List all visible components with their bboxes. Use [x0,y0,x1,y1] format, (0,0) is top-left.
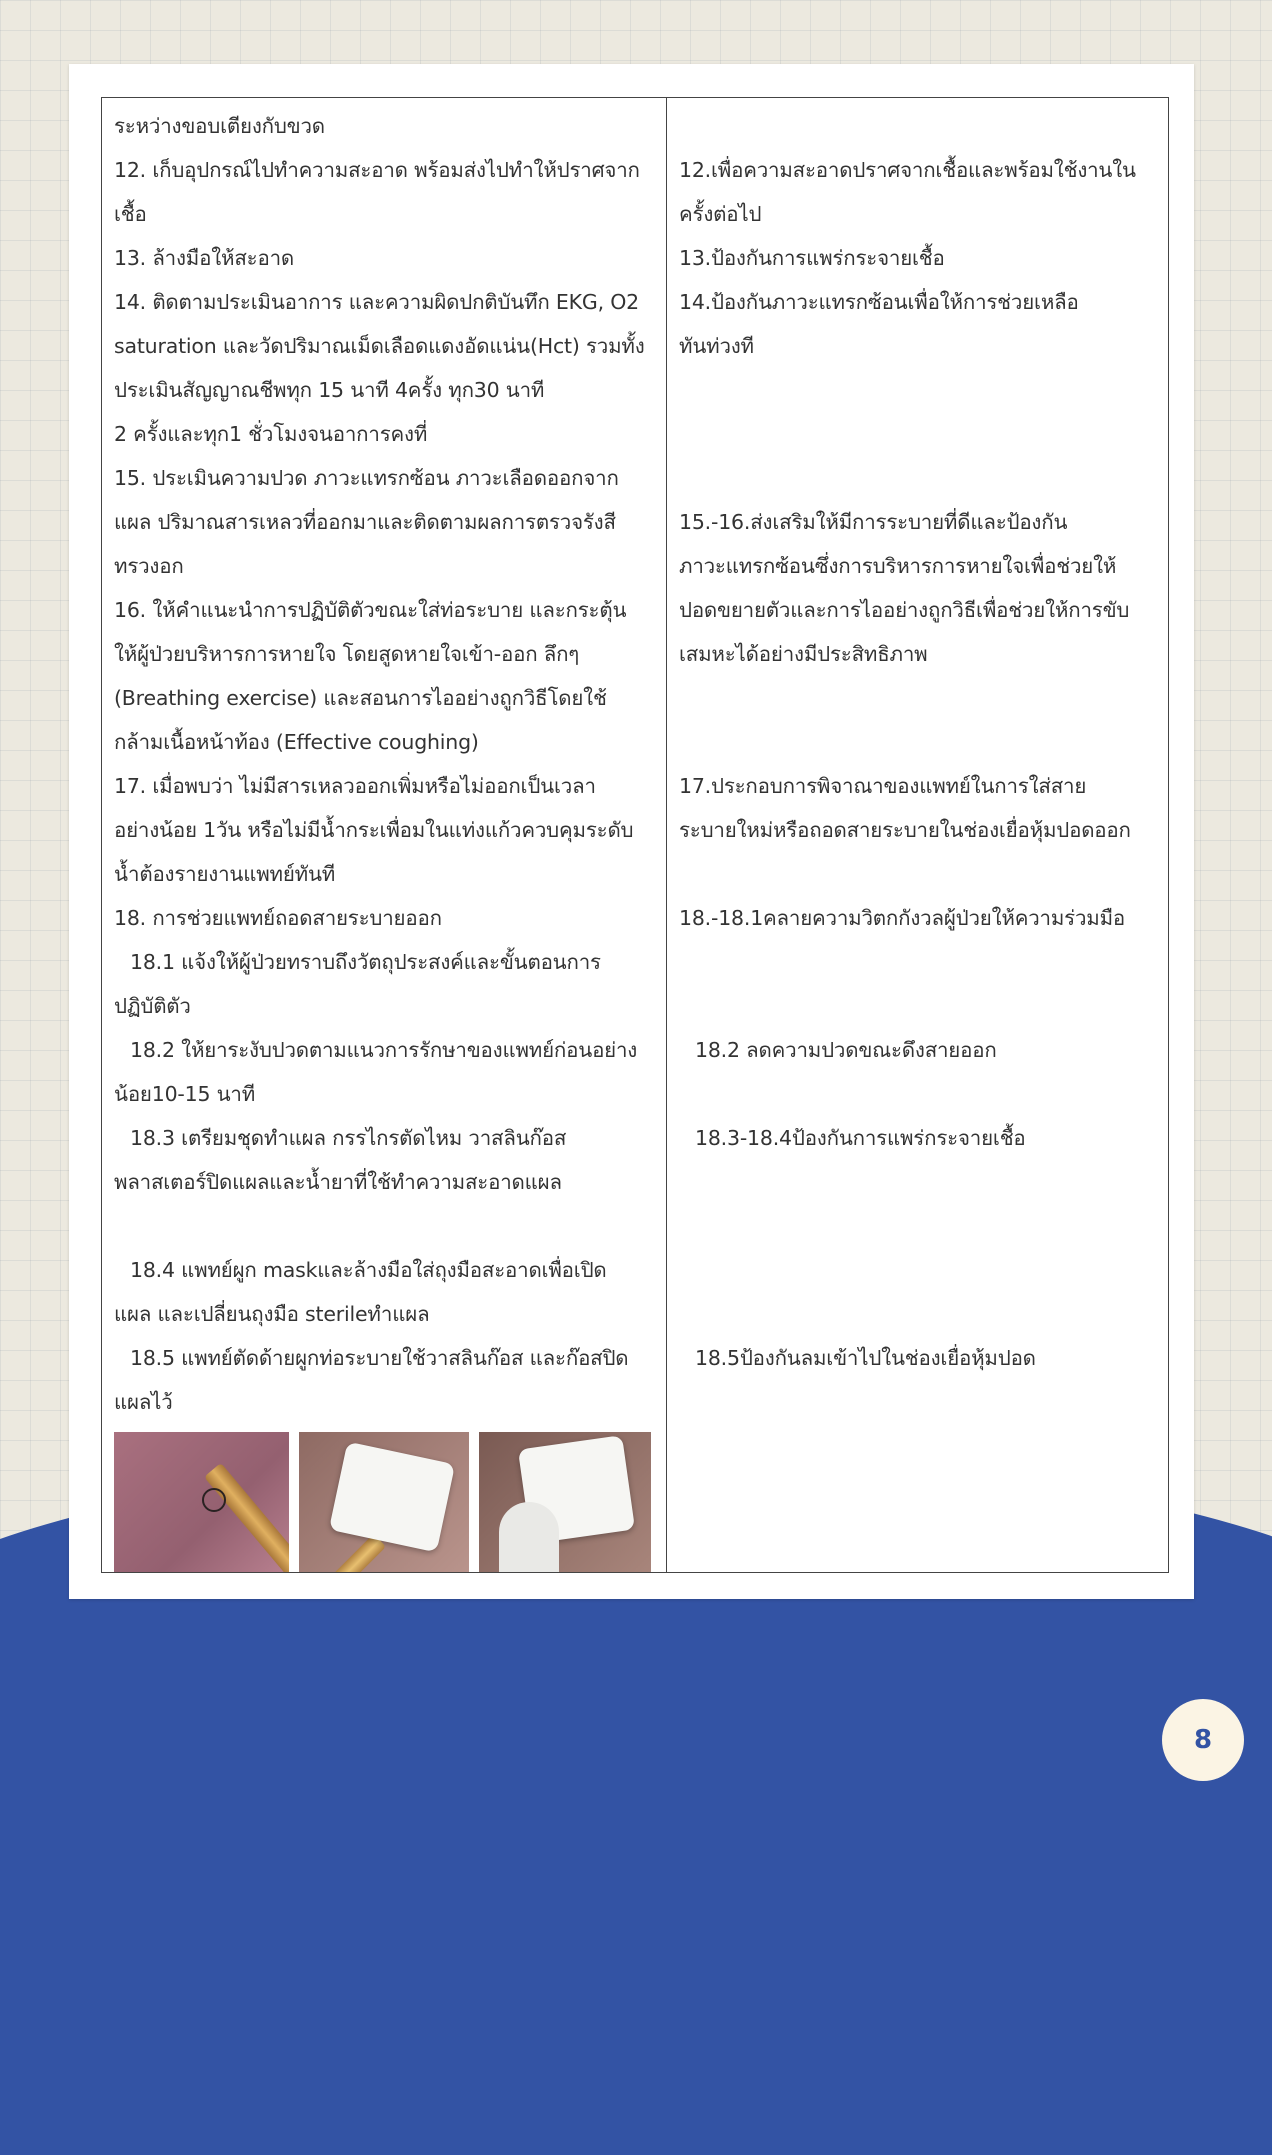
gauze-dressing-photo [479,1432,651,1572]
left-line: 18.5 แพทย์ตัดด้ายผูกท่อระบายใช้วาสลินก๊อส และก๊อสปิด [130,1346,629,1370]
right-line [679,368,1158,412]
left-line: 16. ให้คำแนะนำการปฏิบัติตัวขณะใส่ท่อระบาย และกระตุ้น [114,598,627,622]
right-line: 14.ป้องกันภาวะแทรกซ้อนเพื่อให้การช่วยเหลือ [679,290,1079,314]
left-line: เชื้อ [114,202,147,226]
right-line: 18.5ป้องกันลมเข้าไปในช่องเยื่อหุ้มปอด [695,1346,1036,1370]
right-line [679,984,1158,1028]
right-line [679,1160,1158,1204]
right-line [679,852,1158,896]
left-line [114,1204,656,1248]
nursing-activities-cell [102,98,667,1573]
left-line: ประเมินสัญญาณชีพทุก 15 นาที 4ครั้ง ทุก30 นาที [114,378,545,402]
right-line: ภาวะแทรกซ้อนซึ่งการบริหารการหายใจเพื่อช่วยให้ [679,554,1117,578]
right-line: ระบายใหม่หรือถอดสายระบายในช่องเยื่อหุ้มปอดออก [679,818,1131,842]
right-line [679,1380,1158,1424]
left-line: 2 ครั้งและทุก1 ชั่วโมงจนอาการคงที่ [114,422,428,446]
left-line: กล้ามเนื้อหน้าท้อง (Effective coughing) [114,730,479,754]
right-line [679,1204,1158,1248]
left-line: 18.3 เตรียมชุดทำแผล กรรไกรตัดไหม วาสลินก๊อส [130,1126,567,1150]
left-line: ปฏิบัติตัว [114,994,191,1018]
page-number-badge: 8 [1162,1699,1244,1781]
right-line: 18.2 ลดความปวดขณะดึงสายออก [695,1038,997,1062]
right-line [679,456,1158,500]
procedure-photos [114,1432,656,1572]
left-line: แผล ปริมาณสารเหลวที่ออกมาและติดตามผลการตรวจรังสี [114,510,616,534]
left-line: 12. เก็บอุปกรณ์ไปทำความสะอาด พร้อมส่งไปทำให้ปราศจาก [114,158,640,182]
left-line: 18.1 แจ้งให้ผู้ป่วยทราบถึงวัตถุประสงค์และขั้นตอนการ [130,950,601,974]
left-line: 18.4 แพทย์ผูก maskและล้างมือใส่ถุงมือสะอาดเพื่อเปิด [130,1258,607,1282]
left-line: แผล และเปลี่ยนถุงมือ sterileทำแผล [114,1302,430,1326]
right-line [679,1292,1158,1336]
right-line: 15.-16.ส่งเสริมให้มีการระบายที่ดีและป้องกัน [679,510,1068,534]
left-line: ให้ผู้ป่วยบริหารการหายใจ โดยสูดหายใจเข้า-ออก ลึกๆ [114,642,580,666]
right-line [679,676,1158,720]
rationale-cell [667,98,1169,1573]
right-line: 12.เพื่อความสะอาดปราศจากเชื้อและพร้อมใช้งานใน [679,158,1136,182]
left-line: 15. ประเมินความปวด ภาวะแทรกซ้อน ภาวะเลือดออกจาก [114,466,619,490]
left-line: ทรวงอก [114,554,184,578]
document-page [69,64,1194,1599]
left-line: saturation และวัดปริมาณเม็ดเลือดแดงอัดแน่น(Hct) รวมทั้ง [114,334,645,358]
left-line: (Breathing exercise) และสอนการไออย่างถูกวิธีโดยใช้ [114,686,607,710]
procedure-table [101,97,1169,1573]
left-line: 13. ล้างมือให้สะอาด [114,246,295,270]
left-line: น้ำต้องรายงานแพทย์ทันที [114,862,336,886]
right-line [679,1072,1158,1116]
right-line [679,720,1158,764]
right-line: ครั้งต่อไป [679,202,762,226]
right-line [679,104,1158,148]
right-line [679,1248,1158,1292]
vaseline-gauze-photo [299,1432,469,1572]
table-row [102,98,1169,1573]
right-line: ทันท่วงที [679,334,754,358]
left-line: 14. ติดตามประเมินอาการ และความผิดปกติบันทึก EKG, O2 [114,290,639,314]
right-line [679,412,1158,456]
right-line: 13.ป้องกันการแพร่กระจายเชื้อ [679,246,945,270]
chest-tube-suture-photo [114,1432,289,1572]
right-line: 18.-18.1คลายความวิตกกังวลผู้ป่วยให้ความร่วมมือ [679,906,1126,930]
right-line: ปอดขยายตัวและการไออย่างถูกวิธีเพื่อช่วยให้การขับ [679,598,1130,622]
left-line: 18. การช่วยแพทย์ถอดสายระบายออก [114,906,442,930]
left-line: ระหว่างขอบเตียงกับขวด [114,114,325,138]
right-line: เสมหะได้อย่างมีประสิทธิภาพ [679,642,928,666]
right-line: 17.ประกอบการพิจาณาของแพทย์ในการใส่สาย [679,774,1087,798]
right-line [679,940,1158,984]
left-line: 17. เมื่อพบว่า ไม่มีสารเหลวออกเพิ่มหรือไม่ออกเป็นเวลา [114,774,596,798]
right-line: 18.3-18.4ป้องกันการแพร่กระจายเชื้อ [695,1126,1026,1150]
left-line: อย่างน้อย 1วัน หรือไม่มีน้ำกระเพื่อมในแท่งแก้วควบคุมระดับ [114,818,634,842]
left-line: น้อย10-15 นาที [114,1082,256,1106]
left-line: พลาสเตอร์ปิดแผลและน้ำยาที่ใช้ทำความสะอาดแผล [114,1170,562,1194]
left-line: 18.2 ให้ยาระงับปวดตามแนวการรักษาของแพทย์ก่อนอย่าง [130,1038,638,1062]
left-line: แผลไว้ [114,1390,173,1414]
